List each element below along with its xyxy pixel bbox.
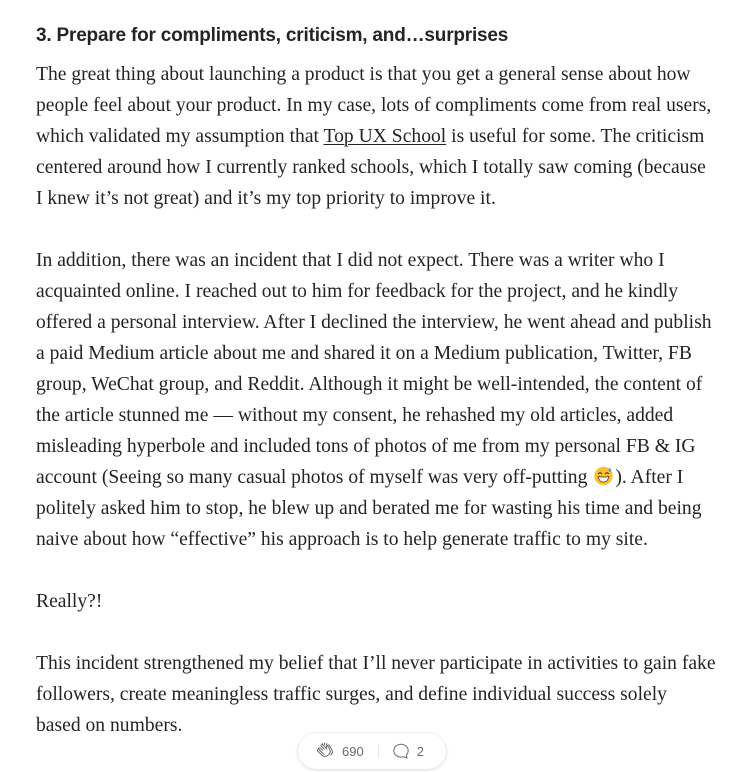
responses-button[interactable] bbox=[391, 741, 424, 761]
floating-action-bar bbox=[298, 733, 446, 769]
paragraph-text: ). After I politely asked him to stop, he blew up and berated me for wasting his time and being naive about how “effective” his approach is to help generate traffic to my site. bbox=[36, 467, 702, 550]
paragraph-really: Really?! bbox=[36, 591, 103, 612]
section-heading: 3. Prepare for compliments, criticism, and…surprises bbox=[36, 25, 509, 46]
article-body bbox=[36, 22, 716, 772]
paragraph-incident bbox=[36, 245, 716, 555]
grinning-sweat-emoji-icon bbox=[593, 465, 614, 486]
paragraph-belief: This incident strengthened my belief that I’ll never participate in activities to gain fake followers, create meaningless traffic surges, and define individual success solely based on numbers. bbox=[36, 653, 716, 736]
paragraph-text: is useful for some. The criticism centered around how I currently ranked schools, which I totally saw coming (because I knew it’s not great) and it’s my top priority to improve it. bbox=[36, 126, 706, 209]
paragraph-text: In addition, there was an incident that I did not expect. There was a writer who I acquainted online. I reached out to him for feedback for the project, and he kindly offered a personal interview. After I declined the interview, he went ahead and publish a paid Medium article about me and shared it on a Medium publication, Twitter, FB group, WeChat group, and Reddit. Although it might be well-intended, the content of the article stunned me — without my consent, he rehashed my old articles, added misleading hyperbole and included tons of photos of me from my personal FB & IG account (Seeing so many casual photos of myself was very off-putting bbox=[36, 250, 712, 488]
responses-count: 2 bbox=[416, 743, 424, 759]
clap-icon bbox=[315, 741, 335, 761]
action-bar-divider bbox=[378, 744, 379, 758]
speech-bubble-icon bbox=[391, 741, 411, 761]
paragraph-launch-feedback bbox=[36, 59, 716, 214]
top-ux-school-link[interactable]: Top UX School bbox=[323, 126, 447, 147]
clap-count: 690 bbox=[342, 743, 364, 759]
clap-button[interactable] bbox=[298, 741, 364, 761]
paragraph-text: The great thing about launching a product is that you get a general sense about how people feel about your product. In my case, lots of compliments come from real users, which validated my assumption that bbox=[36, 64, 712, 147]
